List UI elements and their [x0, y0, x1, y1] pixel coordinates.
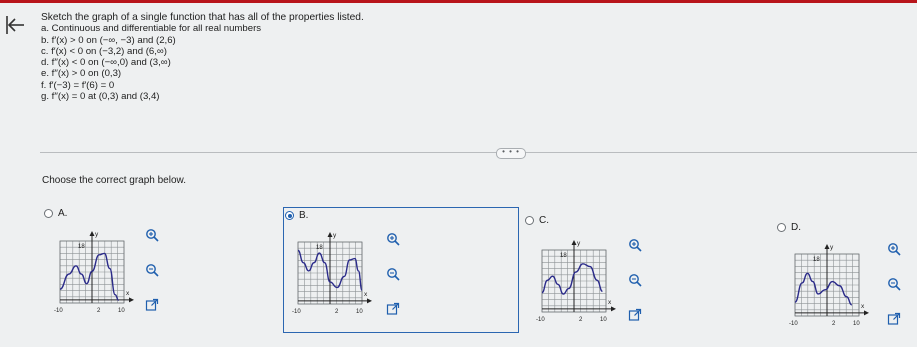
- radio-option-b[interactable]: [285, 211, 294, 220]
- y-max-label: 18: [78, 244, 85, 250]
- radio-option-c[interactable]: [525, 216, 534, 225]
- property-f: f. f′(−3) = f′(6) = 0: [41, 79, 115, 91]
- x-min-label: -10: [292, 309, 301, 315]
- question-text: [41, 12, 364, 102]
- function-curve: [795, 273, 852, 305]
- question-intro: Sketch the graph of a single function that has all of the properties listed.: [41, 12, 364, 23]
- option-a-graph: [54, 227, 138, 317]
- x-max-label: 10: [853, 321, 860, 327]
- option-b-graph: [292, 228, 378, 320]
- option-c-label: C.: [539, 215, 549, 226]
- zoom-in-icon[interactable]: [145, 228, 159, 242]
- option-c-tools: [628, 238, 644, 343]
- option-d[interactable]: [777, 222, 801, 233]
- y-axis-arrow: [90, 231, 95, 236]
- x-axis-label: x: [861, 302, 865, 310]
- property-c: c. f′(x) < 0 on (−3,2) and (6,∞): [41, 45, 167, 57]
- option-d-graph: [789, 240, 875, 330]
- property-a: a. Continuous and differentiable for all real numbers: [41, 23, 262, 35]
- x-max-label: 10: [356, 309, 363, 315]
- y-max-label: 18: [560, 253, 567, 259]
- option-c[interactable]: [525, 215, 549, 226]
- option-d-tools: [887, 242, 903, 347]
- zoom-out-icon[interactable]: [628, 273, 642, 287]
- y-max-label: 18: [316, 245, 323, 251]
- zoom-in-icon[interactable]: [628, 238, 642, 252]
- x-axis-arrow: [864, 310, 869, 315]
- x-max-label: 10: [118, 308, 125, 314]
- y-axis-arrow: [572, 240, 577, 245]
- y-axis-label: y: [830, 244, 834, 251]
- choose-prompt: Choose the correct graph below.: [42, 175, 186, 186]
- property-d: d. f′′(x) < 0 on (−∞,0) and (3,∞): [41, 57, 171, 69]
- option-a-label: A.: [58, 208, 68, 219]
- option-b-tools: [386, 232, 402, 337]
- option-d-label: D.: [791, 222, 801, 233]
- open-new-window-icon[interactable]: [386, 302, 400, 316]
- option-a[interactable]: [44, 208, 67, 219]
- x-axis-arrow: [129, 297, 134, 302]
- radio-option-a[interactable]: [44, 209, 53, 218]
- x-tick-label: 2: [335, 309, 339, 315]
- zoom-out-icon[interactable]: [887, 277, 901, 291]
- property-e: e. f′′(x) > 0 on (0,3): [41, 68, 122, 80]
- option-c-graph: [536, 236, 622, 326]
- top-accent-bar: [0, 0, 917, 3]
- y-axis-arrow: [328, 232, 333, 237]
- section-divider: [40, 152, 917, 153]
- x-min-label: -10: [536, 317, 545, 323]
- zoom-in-icon[interactable]: [887, 242, 901, 256]
- y-axis-arrow: [825, 244, 830, 249]
- x-axis-label: x: [364, 290, 368, 298]
- x-axis-label: x: [608, 298, 612, 306]
- y-max-label: 18: [813, 257, 820, 263]
- option-b-label: B.: [299, 210, 309, 221]
- x-tick-label: 2: [579, 317, 583, 323]
- back-arrow-icon[interactable]: [5, 14, 25, 36]
- property-b: b. f′(x) > 0 on (−∞, −3) and (2,6): [41, 34, 176, 46]
- y-axis-label: y: [95, 231, 99, 238]
- option-b[interactable]: [285, 210, 308, 221]
- open-new-window-icon[interactable]: [145, 298, 159, 312]
- x-axis-arrow: [611, 306, 616, 311]
- x-axis-label: x: [126, 289, 130, 297]
- x-min-label: -10: [789, 321, 798, 327]
- expand-button[interactable]: • • •: [496, 148, 526, 159]
- function-curve: [60, 253, 119, 300]
- zoom-in-icon[interactable]: [386, 232, 400, 246]
- open-new-window-icon[interactable]: [628, 308, 642, 322]
- y-axis-label: y: [577, 240, 581, 247]
- zoom-out-icon[interactable]: [145, 263, 159, 277]
- zoom-out-icon[interactable]: [386, 267, 400, 281]
- property-g: g. f′′(x) = 0 at (0,3) and (3,4): [41, 91, 160, 103]
- y-axis-label: y: [333, 232, 337, 239]
- radio-option-d[interactable]: [777, 223, 786, 232]
- option-a-tools: [145, 228, 161, 333]
- x-axis-arrow: [367, 298, 372, 303]
- x-tick-label: 2: [832, 321, 836, 327]
- open-new-window-icon[interactable]: [887, 312, 901, 326]
- x-tick-label: 2: [97, 308, 101, 314]
- x-max-label: 10: [600, 317, 607, 323]
- x-min-label: -10: [54, 308, 63, 314]
